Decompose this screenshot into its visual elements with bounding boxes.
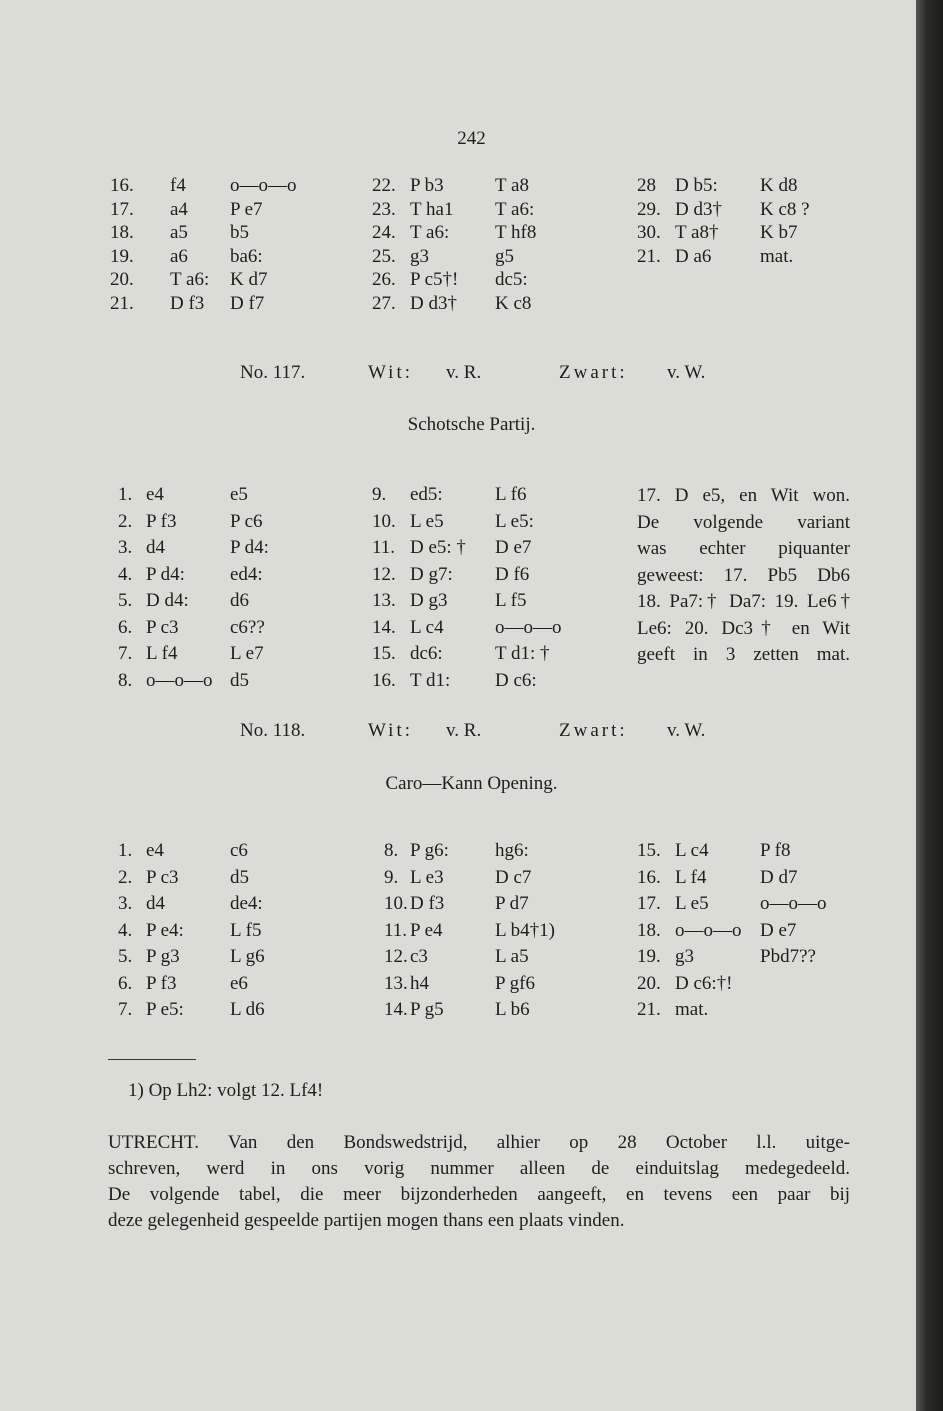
black-move: d6 <box>230 590 249 611</box>
game-118-white-label: Wit: <box>368 720 414 741</box>
white-move: L c4 <box>410 616 444 638</box>
utrecht-paragraph <box>108 1130 850 1234</box>
black-move: L g6 <box>230 946 265 967</box>
move-number: 29. <box>637 198 661 220</box>
white-move: L f4 <box>146 643 178 664</box>
black-move: L b6 <box>495 999 530 1020</box>
white-move: g3 <box>675 946 694 967</box>
black-move: D f6 <box>495 563 530 585</box>
black-move: ba6: <box>230 245 263 267</box>
white-move: P c5†! <box>410 269 459 290</box>
black-move: K d8 <box>760 175 798 196</box>
move-number: 21. <box>637 999 661 1020</box>
white-move: T ha1 <box>410 198 454 220</box>
move-number: 11. <box>384 919 408 941</box>
white-move: P f3 <box>146 510 177 532</box>
game-117-black-label: Zwart: <box>559 362 628 383</box>
black-move: e5 <box>230 484 248 505</box>
black-move: ed4: <box>230 563 263 585</box>
black-move: Pbd7?? <box>760 946 816 967</box>
white-move: D b5: <box>675 175 718 196</box>
move-number: 20. <box>637 972 661 994</box>
black-move: L f5 <box>495 590 527 611</box>
game-118-opening: Caro—Kann Opening. <box>385 773 558 794</box>
game-118-black-label: Zwart: <box>559 720 628 741</box>
move-number: 11. <box>372 537 396 558</box>
move-number: 19. <box>110 245 134 267</box>
move-number: 17. <box>637 893 661 914</box>
move-number: 22. <box>372 175 396 196</box>
white-move: d4 <box>146 537 165 558</box>
black-move: P c6 <box>230 510 263 532</box>
white-move: T a6: <box>410 222 450 243</box>
black-move: D f7 <box>230 292 265 314</box>
move-number: 10. <box>384 893 408 914</box>
black-move: K b7 <box>760 222 798 243</box>
black-move: L f6 <box>495 484 527 505</box>
black-move: P d7 <box>495 893 529 914</box>
black-move: P f8 <box>760 840 791 861</box>
move-number: 12. <box>384 946 408 967</box>
variant-line: 17. D e5, en Wit won. <box>637 485 850 506</box>
game-118-black-player: v. W. <box>667 720 706 741</box>
move-number: 30. <box>637 222 661 243</box>
white-move: ed5: <box>410 484 443 505</box>
white-move: T a6: <box>170 269 210 290</box>
black-move: T hf8 <box>495 222 537 243</box>
game-117-variant-note <box>637 483 850 669</box>
move-number: 3. <box>118 893 133 914</box>
black-move: g5 <box>495 245 514 267</box>
white-move: P g3 <box>146 946 180 967</box>
move-number: 7. <box>118 999 133 1020</box>
footnote-rule <box>108 1059 196 1060</box>
black-move: L f5 <box>230 919 262 941</box>
paragraph-line: UTRECHT. Van den Bondswedstrijd, alhier op 28 October l.l. uitge- <box>108 1132 850 1153</box>
black-move: K c8 <box>495 292 532 314</box>
white-move: P e4 <box>410 919 443 941</box>
white-move: g3 <box>410 245 429 267</box>
white-move: h4 <box>410 972 429 994</box>
variant-line: geeft in 3 zetten mat. <box>637 644 850 665</box>
white-move: T a8† <box>675 222 719 243</box>
game-117-black-player: v. W. <box>667 362 706 383</box>
move-number: 12. <box>372 563 396 585</box>
white-move: L f4 <box>675 866 707 888</box>
game-117-white-label: Wit: <box>368 362 414 383</box>
variant-line: was echter piquanter <box>637 538 850 559</box>
move-number: 9. <box>384 866 399 888</box>
move-number: 16. <box>110 175 134 196</box>
move-number: 4. <box>118 919 133 941</box>
black-move: L d6 <box>230 999 265 1020</box>
black-move: c6 <box>230 840 248 861</box>
black-move: d5 <box>230 669 249 691</box>
white-move: c3 <box>410 946 428 967</box>
move-number: 5. <box>118 590 133 611</box>
paragraph-line: De volgende tabel, die meer bijzonderheden aangeeft, en tevens een paar bij <box>108 1184 850 1205</box>
move-number: 3. <box>118 537 133 558</box>
black-move: e6 <box>230 972 248 994</box>
game-117-number: No. 117. <box>240 362 306 383</box>
white-move: D c6:†! <box>675 972 733 994</box>
black-move: P gf6 <box>495 972 535 994</box>
white-move: L e5 <box>675 893 709 914</box>
black-move: K c8 ? <box>760 198 810 220</box>
white-move: D f3 <box>170 292 205 314</box>
white-move: P c3 <box>146 866 179 888</box>
variant-line: geweest: 17. Pb5 Db6 <box>637 564 850 586</box>
white-move: a6 <box>170 245 188 267</box>
black-move: o—o—o <box>760 893 827 914</box>
black-move: T d1: † <box>495 643 550 664</box>
move-number: 27. <box>372 292 396 314</box>
white-move: e4 <box>146 840 164 861</box>
white-move: D g3 <box>410 590 448 611</box>
white-move: L c4 <box>675 840 709 861</box>
white-move: L e5 <box>410 510 444 532</box>
move-number: 26. <box>372 269 396 290</box>
white-move: a5 <box>170 222 188 243</box>
move-number: 28 <box>637 175 656 196</box>
black-move: D e7 <box>760 919 797 941</box>
move-number: 21. <box>637 245 661 267</box>
white-move: o—o—o <box>675 919 742 941</box>
black-move: b5 <box>230 222 249 243</box>
black-move: d5 <box>230 866 249 888</box>
black-move: L a5 <box>495 946 529 967</box>
white-move: P d4: <box>146 563 185 585</box>
move-number: 13. <box>384 972 408 994</box>
black-move: dc5: <box>495 269 528 290</box>
white-move: P b3 <box>410 175 444 196</box>
page-number: 242 <box>457 128 486 149</box>
white-move: e4 <box>146 484 164 505</box>
book-spine-edge <box>916 0 943 1411</box>
black-move: hg6: <box>495 840 529 861</box>
move-number: 25. <box>372 245 396 267</box>
move-number: 2. <box>118 510 133 532</box>
game-117-opening: Schotsche Partij. <box>407 414 536 435</box>
move-number: 18. <box>110 222 134 243</box>
black-move: o—o—o <box>230 175 297 196</box>
black-move: D d7 <box>760 866 798 888</box>
move-number: 16. <box>372 669 396 691</box>
white-move: a4 <box>170 198 188 220</box>
white-move: T d1: <box>410 669 451 691</box>
move-number: 18. <box>637 919 661 941</box>
white-move: P g5 <box>410 999 444 1020</box>
black-move: T a8 <box>495 175 529 196</box>
game-117-white-player: v. R. <box>446 362 482 383</box>
game-118-number: No. 118. <box>240 720 306 741</box>
black-move: D c7 <box>495 866 532 888</box>
black-move: de4: <box>230 893 263 914</box>
white-move: P g6: <box>410 840 449 861</box>
footnote: 1) Op Lh2: volgt 12. Lf4! <box>128 1080 324 1101</box>
black-move: L e5: <box>495 510 534 532</box>
black-move: mat. <box>760 245 794 267</box>
move-number: 24. <box>372 222 396 243</box>
white-move: P e5: <box>146 999 184 1020</box>
variant-line: Le6: 20. Dc3† en Wit <box>637 617 850 639</box>
black-move: D e7 <box>495 537 532 558</box>
white-move: D e5: † <box>410 537 466 558</box>
white-move: d4 <box>146 893 165 914</box>
black-move: c6?? <box>230 616 265 638</box>
move-number: 16. <box>637 866 661 888</box>
variant-line: 18. Pa7:† Da7: 19. Le6† <box>637 591 850 612</box>
white-move: f4 <box>170 175 186 196</box>
move-number: 14. <box>384 999 408 1020</box>
white-move: D f3 <box>410 893 445 914</box>
black-move: L e7 <box>230 643 264 664</box>
move-number: 8. <box>384 840 399 861</box>
white-move: L e3 <box>410 866 444 888</box>
black-move: L b4†1) <box>495 919 555 941</box>
black-move: K d7 <box>230 269 268 290</box>
move-number: 4. <box>118 563 133 585</box>
black-move: P e7 <box>230 198 263 220</box>
move-number: 8. <box>118 669 133 691</box>
move-number: 5. <box>118 946 133 967</box>
move-number: 13. <box>372 590 396 611</box>
move-number: 6. <box>118 972 133 994</box>
move-number: 15. <box>637 840 661 861</box>
move-number: 15. <box>372 643 396 664</box>
move-number: 10. <box>372 510 396 532</box>
move-number: 9. <box>372 484 387 505</box>
move-number: 6. <box>118 616 133 638</box>
white-move: P c3 <box>146 616 179 638</box>
paragraph-line: deze gelegenheid gespeelde partijen mogen thans een plaats vinden. <box>108 1210 625 1231</box>
move-number: 23. <box>372 198 396 220</box>
move-number: 20. <box>110 269 134 290</box>
black-move: P d4: <box>230 537 269 558</box>
black-move: D c6: <box>495 669 537 691</box>
move-number: 1. <box>118 484 133 505</box>
white-move: D d3† <box>675 198 722 220</box>
white-move: D d4: <box>146 590 189 611</box>
white-move: o—o—o <box>146 669 213 691</box>
variant-line: De volgende variant <box>637 511 850 533</box>
move-number: 14. <box>372 616 396 638</box>
game-118-white-player: v. R. <box>446 720 482 741</box>
white-move: D a6 <box>675 245 712 267</box>
move-number: 19. <box>637 946 661 967</box>
black-move: o—o—o <box>495 616 562 638</box>
white-move: P f3 <box>146 972 177 994</box>
white-move: mat. <box>675 999 709 1020</box>
paragraph-line: schreven, werd in ons vorig nummer alleen de einduitslag medegedeeld. <box>108 1158 850 1179</box>
move-number: 17. <box>110 198 134 220</box>
white-move: D d3† <box>410 292 457 314</box>
move-number: 1. <box>118 840 133 861</box>
white-move: dc6: <box>410 643 443 664</box>
white-move: P e4: <box>146 919 184 941</box>
move-number: 21. <box>110 292 134 314</box>
black-move: T a6: <box>495 198 535 220</box>
white-move: D g7: <box>410 563 453 585</box>
move-number: 7. <box>118 643 133 664</box>
move-number: 2. <box>118 866 133 888</box>
